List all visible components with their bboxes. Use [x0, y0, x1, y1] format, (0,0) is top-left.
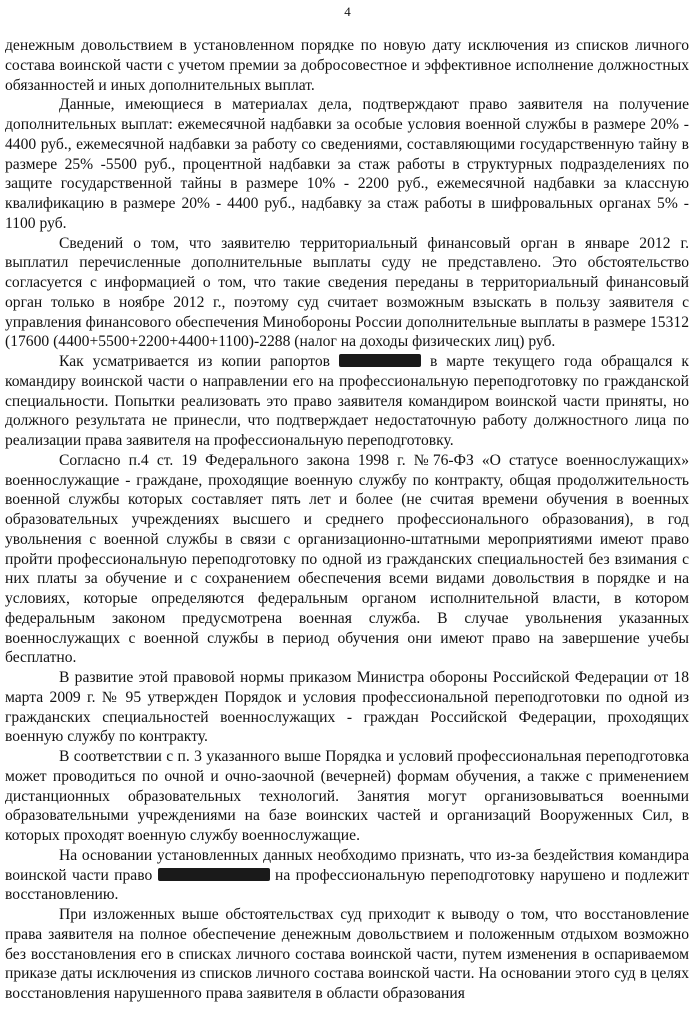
paragraph-2: Данные, имеющиеся в материалах дела, подтверждают право заявителя на получение дополнительных выплат: ежемесячной надбавки за особые условия военной службы в размере 20% - 4400 руб., ежемесячной надбавки за работу со сведениями, составляющими государственную тайну в размере 25% -5500 руб., процентной надбавки за стаж работы в структурных подразделениях по защите государственной тайны в размере 10% - 2200 руб., ежемесячной надбавки за классную квалификацию в размере 20% - 4400 руб., надбавку за стаж работы в шифровальных органах 5% - 1100 руб. [5, 96, 689, 232]
paragraph-9: При изложенных выше обстоятельствах суд приходит к выводу о том, что восстановление права заявителя на полное обеспечение денежным довольствием и положенным отдыхом возможно без восстановления его в списках личного состава воинской части, путем изменения в оспариваемом приказе даты исключения из списков личного состава воинской части. На основании этого суд в целях восстановления нарушенного права заявителя в области образования [5, 906, 689, 1002]
paragraph-8 [5, 846, 689, 905]
paragraph-3: Сведений о том, что заявителю территориальный финансовый орган в январе 2012 г. выплатил перечисленные дополнительные выплаты суду не представлено. Это обстоятельство согласуется с информацией о том, что такие сведения переданы в территориальный финансовый орган только в ноябре 2012 г., поэтому суд считает возможным взыскать в пользу заявителя с управления финансового обеспечения Минобороны России дополнительные выплаты в размере 15312 (17600 (4400+5500+2200+4400+1100)-2288 (налог на доходы физических лиц) руб. [5, 234, 689, 351]
paragraph-4-start: Как усматривается из копии рапортов [59, 353, 339, 370]
paragraph-8-start: На основании установленных данных необходимо признать, что из-за бездействия командира воинской части право [5, 846, 689, 884]
paragraph-7: В соответствии с п. 3 указанного выше Порядка и условий профессиональная переподготовка может проводиться по очной и очно-заочной (вечерней) формам обучения, а также с применением дистанционных образовательных технологий. Занятия могут организовываться военными образовательными учреждениями на базе воинских частей и организаций Вооруженных Сил, в которых проходят военную службу военнослужащие. [5, 748, 689, 844]
paragraph-4-end: в марте текущего года обращался к командиру воинской части о направлении его на профессиональную переподготовку по гражданской специальности. Попытки реализовать это право заявителя командиром воинской части приняты, но должного результата не принесли, что подтверждает недостаточную работу должностного лица по реализации права заявителя на профессиональную переподготовку. [5, 353, 689, 449]
redaction-mark [158, 868, 270, 881]
document-body [5, 36, 689, 1004]
redaction-mark [339, 354, 421, 367]
paragraph-5: Согласно п.4 ст. 19 Федерального закона 1998 г. №76-ФЗ «О статусе военнослужащих» военнослужащие - граждане, проходящие военную службу по контракту, общая продолжительность военной службы которых составляет пять лет и более (не считая времени обучения в военных образовательных учреждениях высшего и среднего профессионального образования), в год увольнения с военной службы в связи с организационно-штатными мероприятиями имеют право пройти профессиональную переподготовку по одной из гражданских специальностей без взимания с них платы за обучение и с сохранением обеспечения всеми видами довольствия в порядке и на условиях, которые определяются федеральным органом исполнительной власти, в котором федеральным законом предусмотрена военная служба. В случае увольнения указанных военнослужащих с военной службы в период обучения они имеют право на завершение учебы бесплатно. [5, 451, 689, 667]
paragraph-6: В развитие этой правовой нормы приказом Министра обороны Российской Федерации от 18 марта 2009 г. № 95 утвержден Порядок и условия профессиональной переподготовки по одной из гражданских специальностей военнослужащих - граждан Российской Федерации, проходящих военную службу по контракту. [5, 669, 689, 746]
paragraph-4 [5, 352, 689, 451]
page-number: 4 [344, 4, 351, 19]
paragraph-1: денежным довольствием в установленном порядке по новую дату исключения из списков личного состава воинской части с учетом премии за добросовестное и эффективное исполнение должностных обязанностей и иных дополнительных выплат. [5, 37, 689, 94]
paragraph-8-end: на профессиональную переподготовку нарушено и подлежит восстановлению. [5, 866, 690, 904]
